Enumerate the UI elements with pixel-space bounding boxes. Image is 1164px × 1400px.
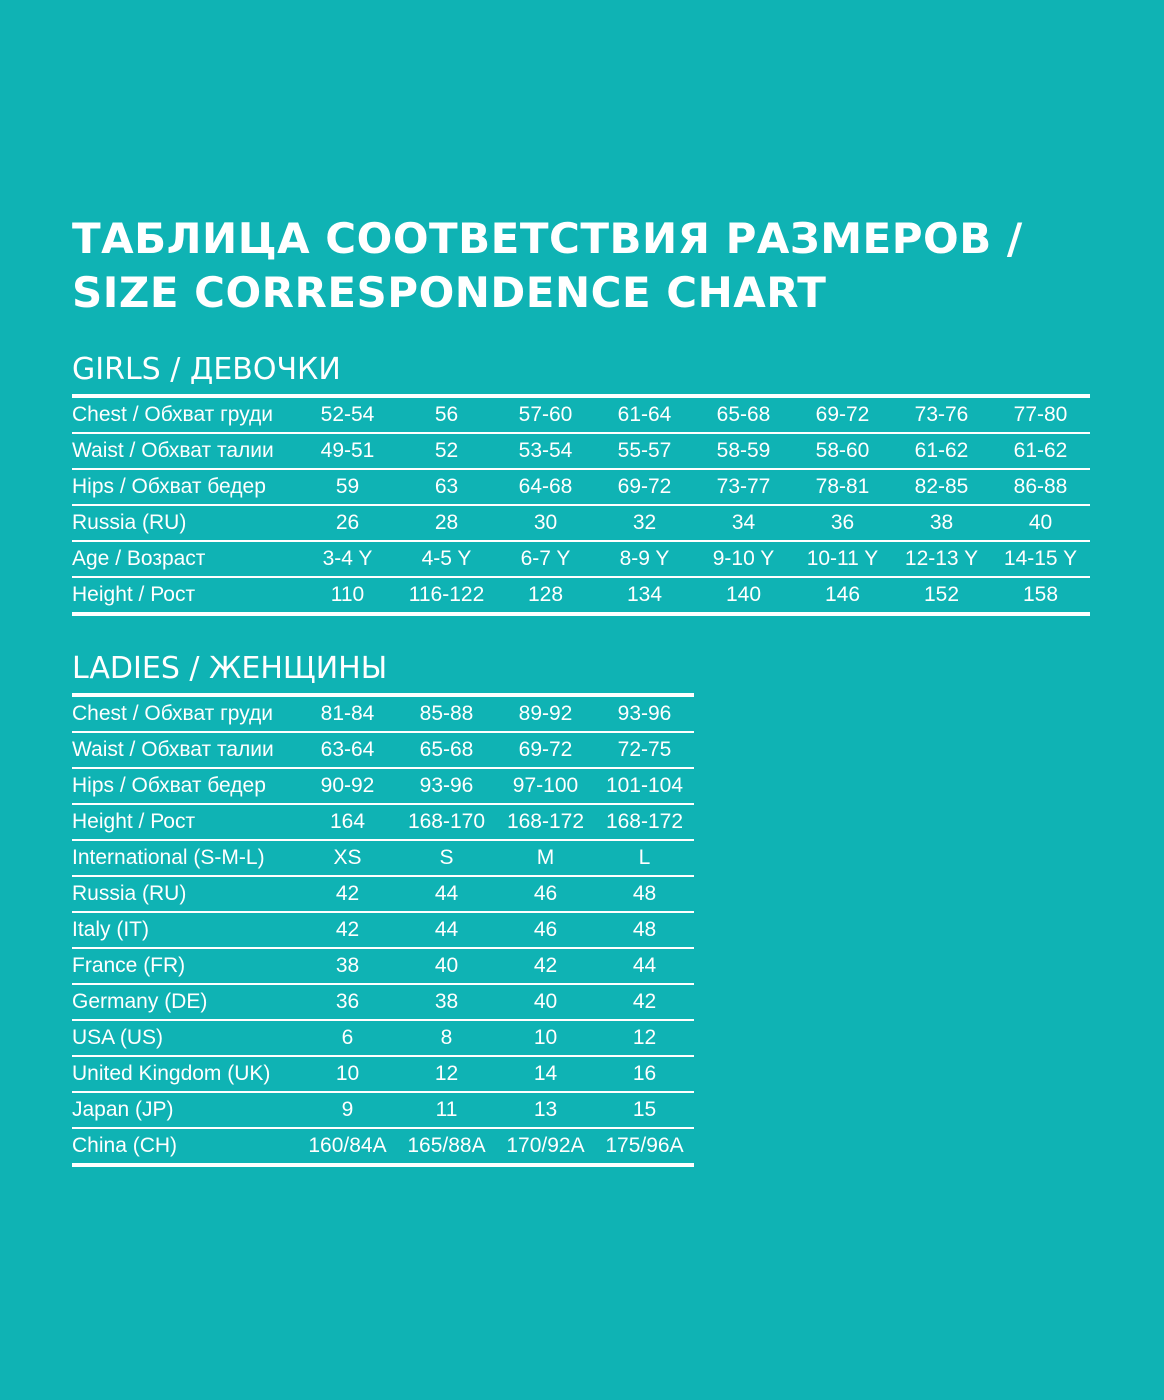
table-cell: 93-96 <box>397 768 496 804</box>
table-row <box>72 1092 694 1128</box>
table-cell: 55-57 <box>595 433 694 469</box>
table-cell: 128 <box>496 577 595 614</box>
table-cell: 90-92 <box>298 768 397 804</box>
table-row <box>72 695 694 732</box>
table-cell: 6 <box>298 1020 397 1056</box>
table-cell: 30 <box>496 505 595 541</box>
table-cell: 15 <box>595 1092 694 1128</box>
table-cell: 89-92 <box>518 702 573 725</box>
table-cell: 65-68 <box>397 732 496 768</box>
row-label: Chest / Обхват груди <box>72 403 274 426</box>
table-row <box>72 984 694 1020</box>
table-cell: 38 <box>397 984 496 1020</box>
table-row <box>72 912 694 948</box>
table-row <box>72 541 1090 577</box>
table-row <box>72 1056 694 1092</box>
table-cell: 38 <box>298 948 397 984</box>
table-cell: 61-62 <box>892 433 991 469</box>
table-cell: 77-80 <box>1013 403 1068 426</box>
table-cell: 82-85 <box>892 469 991 505</box>
table-cell: 36 <box>298 984 397 1020</box>
table-cell: 160/84A <box>298 1128 397 1165</box>
table-cell: 73-77 <box>694 469 793 505</box>
table-cell: 56 <box>434 403 459 426</box>
ladies-heading: LADIES / ЖЕНЩИНЫ <box>72 651 388 686</box>
table-cell: 46 <box>496 912 595 948</box>
table-cell: 170/92A <box>496 1128 595 1165</box>
table-row <box>72 948 694 984</box>
table-cell: 10 <box>496 1020 595 1056</box>
table-cell: 38 <box>892 505 991 541</box>
table-cell: 52 <box>397 433 496 469</box>
table-cell: 97-100 <box>496 768 595 804</box>
table-cell: 59 <box>298 469 397 505</box>
row-label: Russia (RU) <box>72 876 298 912</box>
table-cell: 158 <box>991 577 1090 614</box>
table-cell: 69-72 <box>815 403 870 426</box>
table-cell: 4-5 Y <box>397 541 496 577</box>
table-cell: 26 <box>298 505 397 541</box>
row-label: Age / Возраст <box>72 541 298 577</box>
table-cell: 44 <box>397 876 496 912</box>
table-cell: 85-88 <box>419 702 474 725</box>
table-cell: 32 <box>595 505 694 541</box>
table-cell: 42 <box>298 876 397 912</box>
ladies-size-table <box>72 693 694 1167</box>
table-cell: 152 <box>892 577 991 614</box>
table-cell: 168-172 <box>595 804 694 840</box>
table-cell: 72-75 <box>595 732 694 768</box>
row-label: Germany (DE) <box>72 984 298 1020</box>
table-cell: 165/88A <box>397 1128 496 1165</box>
table-cell: 8 <box>397 1020 496 1056</box>
table-cell: 40 <box>496 984 595 1020</box>
table-cell: 14-15 Y <box>991 541 1090 577</box>
girls-size-table <box>72 394 1090 616</box>
row-label: International (S-M-L) <box>72 840 298 876</box>
table-cell: 64-68 <box>496 469 595 505</box>
row-label: Japan (JP) <box>72 1092 298 1128</box>
page-title-line-1: ТАБЛИЦА СООТВЕТСТВИЯ РАЗМЕРОВ / <box>72 214 1023 263</box>
table-cell: 42 <box>298 912 397 948</box>
table-cell: 12 <box>595 1020 694 1056</box>
table-cell: 40 <box>991 505 1090 541</box>
table-cell: 58-59 <box>694 433 793 469</box>
table-cell: 168-170 <box>397 804 496 840</box>
table-cell: 164 <box>298 804 397 840</box>
table-cell: 110 <box>298 577 397 614</box>
table-cell: 140 <box>694 577 793 614</box>
table-cell: 52-54 <box>320 403 375 426</box>
row-label: United Kingdom (UK) <box>72 1056 298 1092</box>
table-cell: 175/96A <box>595 1128 694 1165</box>
table-row <box>72 433 1090 469</box>
row-label: Waist / Обхват талии <box>72 732 298 768</box>
table-cell: 63-64 <box>298 732 397 768</box>
table-cell: 13 <box>496 1092 595 1128</box>
table-cell: 10-11 Y <box>793 541 892 577</box>
table-cell: 3-4 Y <box>298 541 397 577</box>
table-cell: 48 <box>595 876 694 912</box>
table-row <box>72 1020 694 1056</box>
table-cell: 134 <box>595 577 694 614</box>
table-row <box>72 768 694 804</box>
table-cell: 9-10 Y <box>694 541 793 577</box>
table-cell: 6-7 Y <box>496 541 595 577</box>
row-label: France (FR) <box>72 948 298 984</box>
row-label: Italy (IT) <box>72 912 298 948</box>
table-cell: 44 <box>397 912 496 948</box>
table-cell: 14 <box>496 1056 595 1092</box>
table-cell: 93-96 <box>617 702 672 725</box>
table-row <box>72 876 694 912</box>
table-cell: 58-60 <box>793 433 892 469</box>
table-cell: 61-62 <box>991 433 1090 469</box>
table-cell: 12 <box>397 1056 496 1092</box>
table-cell: 9 <box>298 1092 397 1128</box>
row-label: Hips / Обхват бедер <box>72 469 298 505</box>
table-cell: L <box>595 840 694 876</box>
table-cell: 16 <box>595 1056 694 1092</box>
table-cell: 78-81 <box>793 469 892 505</box>
girls-heading: GIRLS / ДЕВОЧКИ <box>72 352 341 387</box>
row-label: Hips / Обхват бедер <box>72 768 298 804</box>
table-cell: 46 <box>496 876 595 912</box>
table-cell: 49-51 <box>298 433 397 469</box>
table-cell: 34 <box>694 505 793 541</box>
table-row <box>72 396 1090 433</box>
table-row <box>72 1128 694 1165</box>
table-cell: 42 <box>496 948 595 984</box>
row-label: USA (US) <box>72 1020 298 1056</box>
row-label: Height / Рост <box>72 804 298 840</box>
table-cell: 10 <box>298 1056 397 1092</box>
table-row <box>72 804 694 840</box>
table-cell: 8-9 Y <box>595 541 694 577</box>
table-cell: 86-88 <box>991 469 1090 505</box>
row-label: Chest / Обхват груди <box>72 702 274 725</box>
table-cell: S <box>397 840 496 876</box>
table-cell: 81-84 <box>320 702 375 725</box>
table-cell: 36 <box>793 505 892 541</box>
table-cell: 69-72 <box>595 469 694 505</box>
table-cell: 11 <box>397 1092 496 1128</box>
table-cell: 12-13 Y <box>892 541 991 577</box>
table-cell: 40 <box>397 948 496 984</box>
table-cell: 57-60 <box>518 403 573 426</box>
page-title <box>72 212 1023 320</box>
girls-section <box>72 352 1090 616</box>
table-cell: 63 <box>397 469 496 505</box>
table-cell: 146 <box>793 577 892 614</box>
table-cell: 44 <box>595 948 694 984</box>
table-cell: 42 <box>595 984 694 1020</box>
table-cell: 73-76 <box>914 403 969 426</box>
page-title-line-2: SIZE CORRESPONDENCE CHART <box>72 268 827 317</box>
table-row <box>72 505 1090 541</box>
table-cell: 28 <box>397 505 496 541</box>
ladies-section <box>72 651 694 1167</box>
table-row <box>72 469 1090 505</box>
table-row <box>72 732 694 768</box>
table-cell: 65-68 <box>716 403 771 426</box>
table-cell: 168-172 <box>496 804 595 840</box>
row-label: Waist / Обхват талии <box>72 433 298 469</box>
row-label: Russia (RU) <box>72 505 298 541</box>
table-cell: 53-54 <box>496 433 595 469</box>
table-cell: M <box>496 840 595 876</box>
table-row <box>72 840 694 876</box>
table-cell: 101-104 <box>595 768 694 804</box>
table-row <box>72 577 1090 614</box>
table-cell: 69-72 <box>496 732 595 768</box>
table-cell: XS <box>298 840 397 876</box>
table-cell: 48 <box>595 912 694 948</box>
table-cell: 61-64 <box>617 403 672 426</box>
row-label: Height / Рост <box>72 577 298 614</box>
table-cell: 116-122 <box>397 577 496 614</box>
row-label: China (CH) <box>72 1128 298 1165</box>
